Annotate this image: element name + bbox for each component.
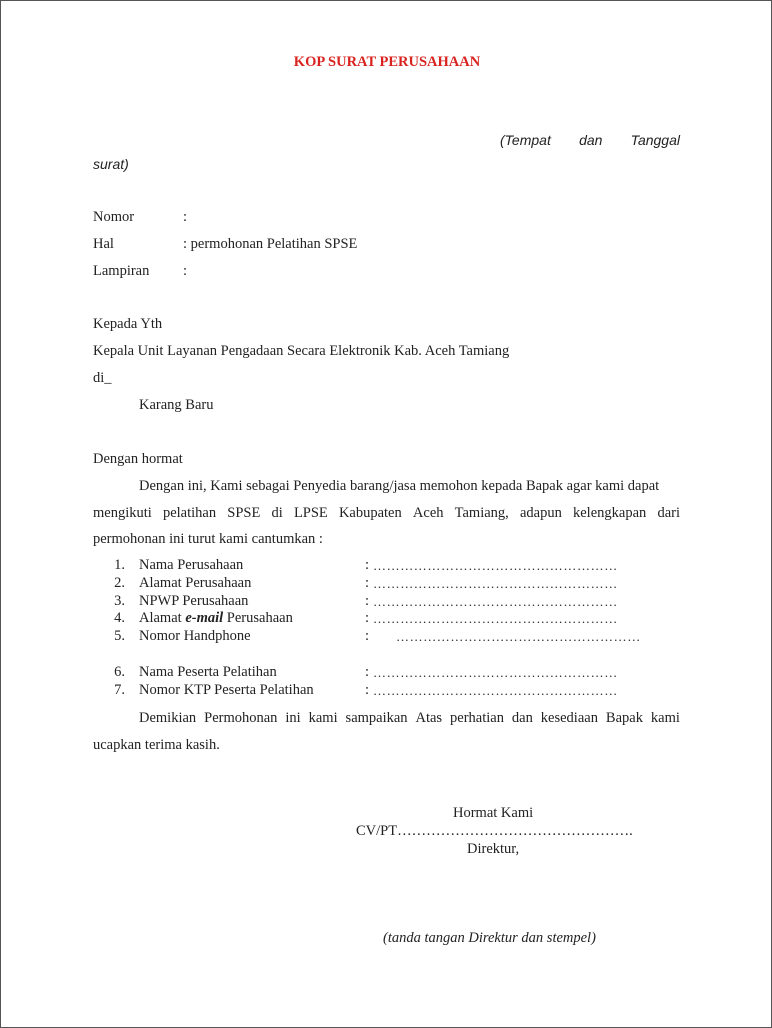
body-word: LPSE bbox=[293, 505, 328, 521]
closing-word: kesediaan bbox=[540, 710, 598, 726]
closing-word: Permohonan bbox=[204, 710, 278, 726]
closing-word: Bapak bbox=[605, 710, 643, 726]
field-value-nomor: : bbox=[183, 209, 188, 225]
signature-note-part: Direktur bbox=[468, 930, 518, 946]
body-word: di bbox=[271, 505, 283, 521]
list-label-emphasis: e-mail bbox=[185, 610, 224, 626]
signature-regards: Hormat Kami bbox=[453, 805, 534, 821]
list-colon: : bbox=[365, 593, 370, 609]
signature-note bbox=[383, 930, 596, 947]
list-fill-dots: ……………………………………………… bbox=[396, 629, 641, 644]
closing-word: sampaikan bbox=[345, 710, 408, 726]
closing-line: ucapkan terima kasih. bbox=[93, 737, 220, 753]
list-number: 7. bbox=[114, 682, 125, 698]
list-fill-dots: ……………………………………………… bbox=[373, 576, 618, 591]
closing-line-justified bbox=[139, 710, 680, 727]
field-value-hal: : permohonan Pelatihan SPSE bbox=[183, 236, 358, 252]
list-label: NPWP Perusahaan bbox=[139, 593, 249, 609]
field-label-nomor: Nomor bbox=[93, 209, 135, 225]
body-line: permohonan ini turut kami cantumkan : bbox=[93, 531, 323, 547]
recipient-greeting: Kepada Yth bbox=[93, 316, 163, 332]
place-date-word: Tanggal bbox=[630, 132, 680, 148]
list-number: 3. bbox=[114, 593, 125, 609]
closing-word: kami bbox=[308, 710, 338, 726]
signature-position: Direktur, bbox=[467, 841, 520, 857]
list-label: Alamat Perusahaan bbox=[139, 575, 252, 591]
body-word: Aceh bbox=[412, 505, 444, 521]
list-fill-dots: ……………………………………………… bbox=[373, 594, 618, 609]
list-label-part: Perusahaan bbox=[226, 610, 293, 626]
closing-word: dan bbox=[511, 710, 533, 726]
place-date-word: dan bbox=[579, 132, 603, 148]
body-line: Dengan ini, Kami sebagai Penyedia barang/jasa memohon kepada Bapak agar kami dapat bbox=[139, 478, 660, 494]
list-colon: : bbox=[365, 628, 370, 644]
list-label: Nama Peserta Pelatihan bbox=[139, 664, 277, 680]
body-word: mengikuti bbox=[93, 505, 152, 521]
list-colon: : bbox=[365, 610, 370, 626]
body-word: dari bbox=[657, 505, 680, 521]
list-label: Nama Perusahaan bbox=[139, 557, 244, 573]
list-number: 5. bbox=[114, 628, 125, 644]
closing-word: perhatian bbox=[450, 710, 504, 726]
list-number: 2. bbox=[114, 575, 125, 591]
body-word: Kabupaten bbox=[338, 505, 402, 521]
body-word: adapun bbox=[519, 505, 562, 521]
place-date-line2: surat) bbox=[93, 156, 129, 172]
list-colon: : bbox=[365, 664, 370, 680]
list-label bbox=[139, 610, 293, 627]
list-number: 1. bbox=[114, 557, 125, 573]
body-word: SPSE bbox=[227, 505, 261, 521]
closing-word: Atas bbox=[415, 710, 443, 726]
list-colon: : bbox=[365, 575, 370, 591]
salutation: Dengan hormat bbox=[93, 451, 183, 467]
list-label-part: Alamat bbox=[139, 610, 182, 626]
body-word: Tamiang, bbox=[454, 505, 509, 521]
closing-word: Demikian bbox=[139, 710, 197, 726]
signature-note-part: dan stempel) bbox=[517, 930, 596, 946]
recipient-city: Karang Baru bbox=[139, 397, 214, 413]
field-label-lampiran: Lampiran bbox=[93, 263, 150, 279]
list-label: Nomor KTP Peserta Pelatihan bbox=[139, 682, 314, 698]
signature-note-part: (tanda tangan bbox=[383, 930, 469, 946]
list-colon: : bbox=[365, 557, 370, 573]
closing-word: kami bbox=[650, 710, 680, 726]
list-number: 6. bbox=[114, 664, 125, 680]
list-fill-dots: ……………………………………………… bbox=[373, 683, 618, 698]
letterhead-title: KOP SURAT PERUSAHAAN bbox=[293, 54, 481, 70]
place-date-word: (Tempat bbox=[500, 132, 551, 148]
field-label-hal: Hal bbox=[93, 236, 114, 252]
field-value-lampiran: : bbox=[183, 263, 188, 279]
list-fill-dots: ……………………………………………… bbox=[373, 558, 618, 573]
list-label: Nomor Handphone bbox=[139, 628, 251, 644]
body-word: pelatihan bbox=[162, 505, 217, 521]
recipient-line: Kepala Unit Layanan Pengadaan Secara Elektronik Kab. Aceh Tamiang bbox=[93, 343, 510, 359]
closing-word: ini bbox=[285, 710, 301, 726]
recipient-line: di_ bbox=[93, 370, 112, 386]
place-date-line1 bbox=[500, 132, 680, 148]
list-number: 4. bbox=[114, 610, 125, 626]
body-line-justified bbox=[93, 505, 680, 522]
list-fill-dots: ……………………………………………… bbox=[373, 611, 618, 626]
list-colon: : bbox=[365, 682, 370, 698]
signature-company: CV/PT…………………………………………. bbox=[356, 823, 633, 839]
list-fill-dots: ……………………………………………… bbox=[373, 665, 618, 680]
body-word: kelengkapan bbox=[573, 505, 647, 521]
